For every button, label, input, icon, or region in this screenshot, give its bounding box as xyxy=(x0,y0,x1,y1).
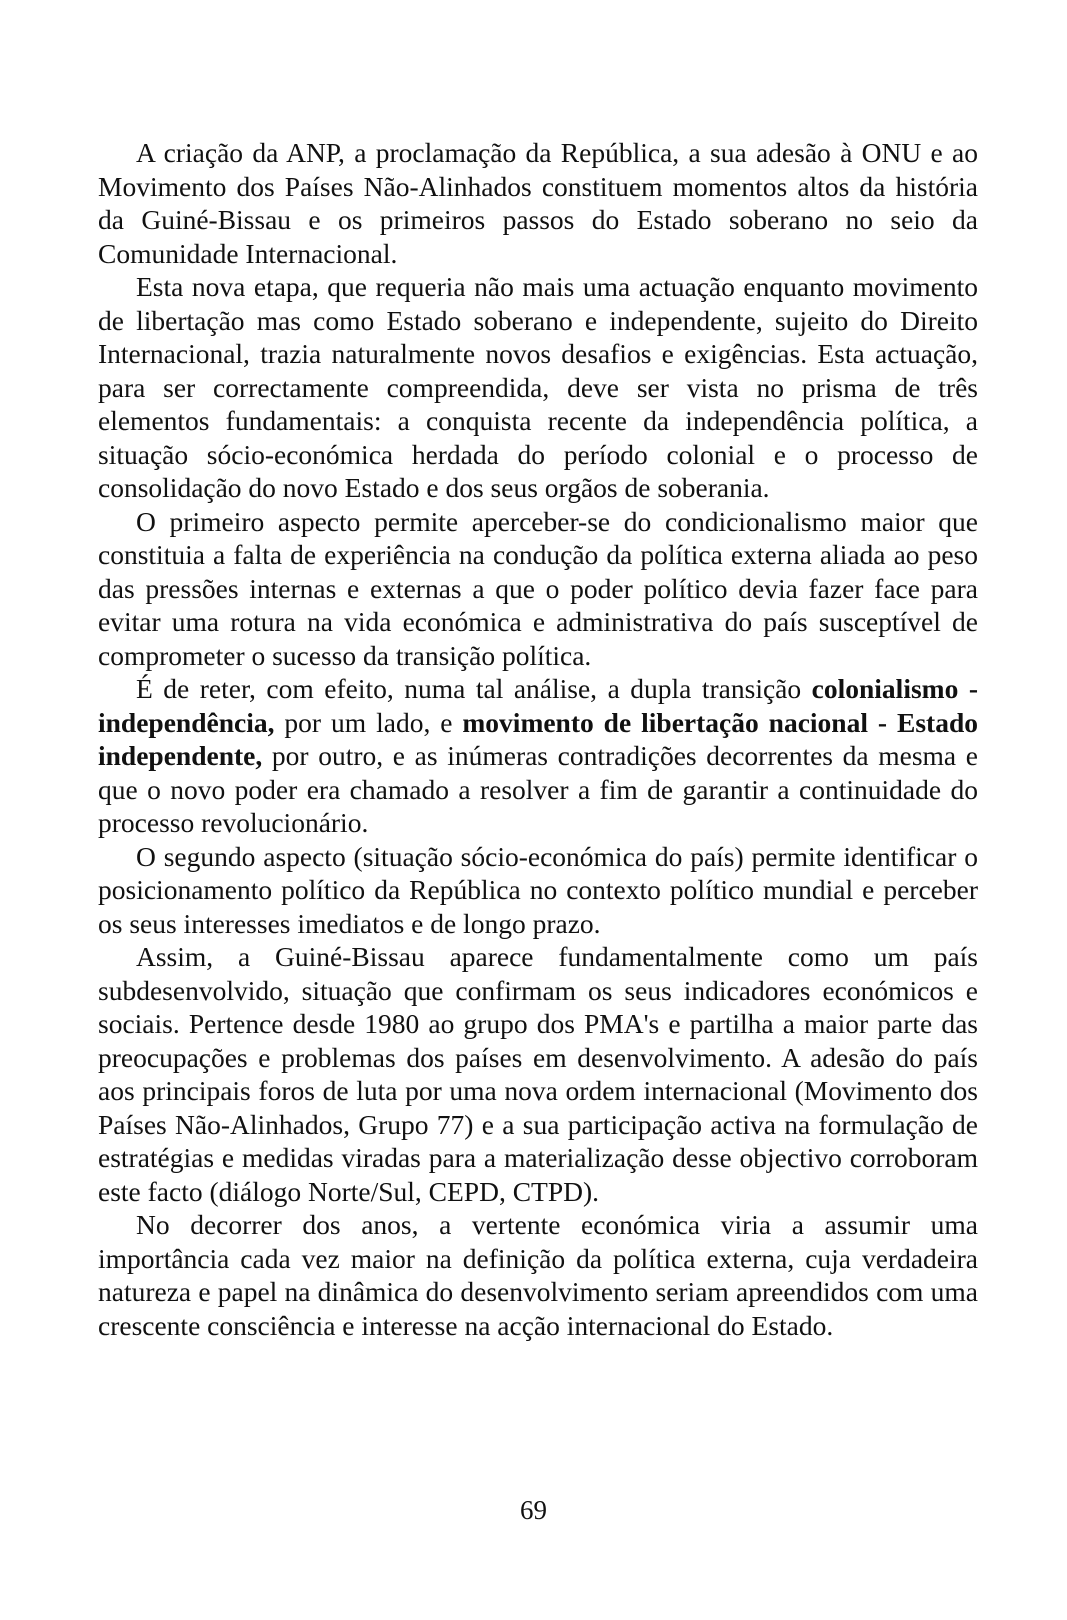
paragraph-2: Esta nova etapa, que requeria não mais uma actuação enquanto movimento de libertação mas como Estado soberano e independente, sujeito do Direito Internacional, trazia naturalmente novos desafios e exigências. Esta actuação, para ser correctamente compreendida, deve ser vista no prisma de três elementos fundamentais: a conquista recente da independência política, a situação sócio-económica herdada do período colonial e o processo de consolidação do novo Estado e dos seus orgãos de soberania. xyxy=(98,271,978,503)
page-number: 69 xyxy=(520,1495,547,1525)
paragraph-1: A criação da ANP, a proclamação da República, a sua adesão à ONU e ao Movimento dos Países Não-Alinhados constituem momentos altos da história da Guiné-Bissau e os primeiros passos do Estado soberano no seio da Comunidade Internacional. xyxy=(98,137,978,269)
paragraph-3: O primeiro aspecto permite aperceber-se do condicionalismo maior que constituia a falta de experiência na condução da política externa aliada ao peso das pressões internas e externas a que o poder político devia fazer face para evitar uma rotura na vida económica e administrativa do país susceptível de comprometer o sucesso da transição política. xyxy=(98,505,978,671)
paragraph-4 xyxy=(98,672,978,840)
paragraph-4-text-2: por um lado, e xyxy=(274,706,463,738)
paragraph-4-text-1: É de reter, com efeito, numa tal análise, a dupla transição xyxy=(136,673,812,704)
paragraph-7: No decorrer dos anos, a vertente económica viria a assumir uma importância cada vez maior na definição da política externa, cuja verdadeira natureza e papel na dinâmica do desenvolvimento seriam apreendidos com uma crescente consciência e interesse na acção internacional do Estado. xyxy=(98,1209,978,1341)
paragraph-4-bold-1: colonialismo - independência, xyxy=(98,673,978,738)
paragraph-4-text-3: por outro, e as inúmeras contradições decorrentes da mesma e que o novo poder era chamado a resolver a fim de garantir a continuidade do processo revolucionário. xyxy=(98,740,978,838)
body-text xyxy=(98,136,978,1342)
paragraph-6: Assim, a Guiné-Bissau aparece fundamentalmente como um país subdesenvolvido, situação que confirmam os seus indicadores económicos e sociais. Pertence desde 1980 ao grupo dos PMA's e partilha a maior parte das preocupações e problemas dos países em desenvolvimento. A adesão do país aos principais foros de luta por uma nova ordem internacional (Movimento dos Países Não-Alinhados, Grupo 77) e a sua participação activa na formulação de estratégias e medidas viradas para a materialização desse objectivo corroboram este facto (diálogo Norte/Sul, CEPD, CTPD). xyxy=(98,941,978,1207)
paragraph-5: O segundo aspecto (situação sócio-económica do país) permite identificar o posicionamento político da República no contexto político mundial e perceber os seus interesses imediatos e de longo prazo. xyxy=(98,840,978,939)
paragraph-4-bold-2: movimento de libertação nacional - Estado independente, xyxy=(98,706,978,771)
